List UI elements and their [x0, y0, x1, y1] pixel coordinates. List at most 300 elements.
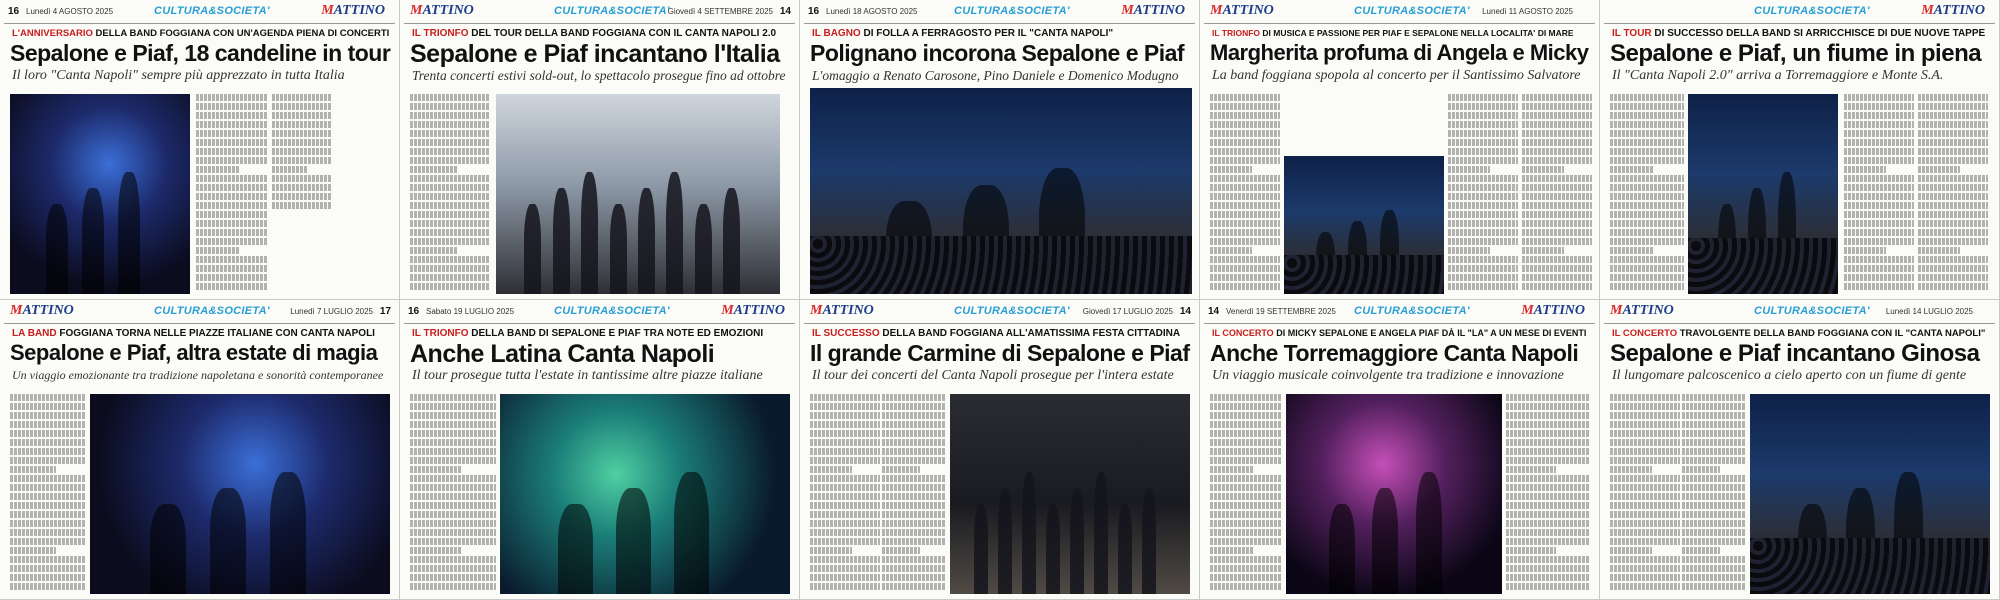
text-line	[882, 439, 946, 446]
issue-date: Lunedì 7 LUGLIO 2025	[290, 307, 373, 316]
text-line	[1210, 547, 1253, 554]
text-line	[410, 193, 490, 200]
text-line	[1610, 139, 1684, 146]
article-headline: Anche Torremaggiore Canta Napoli	[1210, 340, 1579, 366]
logo-text: ATTINO	[333, 3, 385, 18]
text-line	[810, 493, 880, 500]
article-subheadline: Trenta concerti estivi sold-out, lo spettacolo prosegue fino ad ottobre	[412, 68, 786, 83]
text-line	[1210, 103, 1280, 110]
article-body-column	[10, 394, 86, 594]
text-line	[10, 529, 86, 536]
performer-silhouette	[638, 188, 655, 294]
text-line	[1610, 157, 1684, 164]
article-clipping	[1200, 300, 1600, 600]
text-line	[1918, 130, 1988, 137]
text-line	[410, 274, 490, 281]
text-line	[10, 502, 86, 509]
text-line	[1844, 139, 1914, 146]
logo-text: ATTINO	[1933, 3, 1985, 18]
text-line	[1522, 166, 1564, 173]
text-line	[882, 538, 946, 545]
text-line	[810, 529, 880, 536]
text-line	[196, 193, 268, 200]
text-line	[1610, 130, 1684, 137]
text-line	[1506, 430, 1590, 437]
performer-silhouette	[82, 188, 104, 294]
text-line	[1918, 265, 1988, 272]
text-line	[1682, 556, 1746, 563]
text-line	[1210, 112, 1280, 119]
article-headline: Sepalone e Piaf, altra estate di magia	[10, 340, 378, 365]
text-line	[1610, 547, 1652, 554]
text-line	[10, 412, 86, 419]
text-line	[272, 130, 332, 137]
text-line	[1682, 520, 1746, 527]
text-line	[1506, 421, 1590, 428]
text-line	[1448, 193, 1518, 200]
kicker-text: DEL TOUR DELLA BAND FOGGIANA CON IL CANTA NAPOLI 2.0	[471, 28, 777, 39]
issue-date: Venerdì 19 SETTEMBRE 2025	[1226, 307, 1336, 316]
text-line	[410, 229, 490, 236]
text-line	[1610, 112, 1684, 119]
text-line	[810, 538, 880, 545]
text-line	[1682, 502, 1746, 509]
text-line	[810, 556, 880, 563]
kicker-text: DI FOLLA A FERRAGOSTO PER IL "CANTA NAPOLI"	[863, 28, 1114, 39]
article-body-column	[1448, 94, 1518, 294]
text-line	[1918, 202, 1988, 209]
text-line	[1210, 94, 1280, 101]
text-line	[1610, 538, 1680, 545]
text-line	[1210, 403, 1282, 410]
text-line	[196, 166, 239, 173]
article-kicker	[12, 328, 391, 339]
text-line	[1522, 256, 1592, 263]
article-kicker	[1212, 28, 1591, 38]
text-line	[1210, 493, 1282, 500]
issue-date: Lunedì 4 AGOSTO 2025	[26, 7, 114, 16]
text-line	[1506, 448, 1590, 455]
text-line	[1522, 229, 1592, 236]
article-body-column	[1506, 394, 1590, 594]
text-line	[1610, 229, 1684, 236]
kicker-text: DELLA BAND FOGGIANA CON UN'AGENDA PIENA DI CONCERTI	[95, 28, 390, 39]
text-line	[1918, 211, 1988, 218]
article-body-column	[1210, 394, 1282, 594]
text-line	[882, 520, 946, 527]
text-line	[410, 538, 496, 545]
text-line	[1522, 283, 1592, 290]
text-line	[1610, 220, 1684, 227]
article-headline: Sepalone e Piaf incantano Ginosa	[1610, 340, 1980, 367]
article-clipping	[400, 300, 800, 600]
text-line	[1506, 583, 1590, 590]
text-line	[1610, 121, 1684, 128]
text-line	[810, 583, 880, 590]
text-line	[1448, 274, 1518, 281]
text-line	[1610, 565, 1680, 572]
text-line	[410, 430, 496, 437]
text-line	[1210, 139, 1280, 146]
newspaper-logo	[1210, 3, 1274, 19]
text-line	[1210, 412, 1282, 419]
performer-silhouette	[1142, 488, 1156, 594]
article-photo	[950, 394, 1190, 594]
text-line	[272, 157, 332, 164]
text-line	[10, 556, 86, 563]
text-line	[272, 139, 332, 146]
article-headline: Il grande Carmine di Sepalone e Piaf	[810, 340, 1190, 366]
performer-silhouette	[1070, 488, 1084, 594]
text-line	[1844, 157, 1914, 164]
text-line	[1522, 274, 1592, 281]
kicker-highlight: IL CONCERTO	[1212, 328, 1274, 338]
text-line	[1506, 403, 1590, 410]
text-line	[1210, 457, 1282, 464]
text-line	[1610, 421, 1680, 428]
article-photo	[10, 94, 190, 294]
text-line	[1682, 547, 1720, 554]
performer-silhouette	[1372, 488, 1398, 594]
text-line	[882, 475, 946, 482]
text-line	[1844, 265, 1914, 272]
text-line	[1610, 529, 1680, 536]
text-line	[10, 430, 86, 437]
section-label: CULTURA&SOCIETA'	[554, 305, 670, 317]
text-line	[1506, 493, 1590, 500]
text-line	[410, 511, 496, 518]
text-line	[1210, 265, 1280, 272]
text-line	[1918, 148, 1988, 155]
text-line	[410, 394, 496, 401]
text-line	[1918, 184, 1988, 191]
logo-accent-letter: M	[10, 303, 23, 318]
text-line	[1448, 121, 1518, 128]
page-number: 17	[379, 306, 391, 317]
article-subheadline: La band foggiana spopola al concerto per il Santissimo Salvatore	[1212, 68, 1581, 83]
text-line	[1522, 247, 1564, 254]
text-line	[410, 283, 490, 290]
text-line	[1918, 94, 1988, 101]
crowd-silhouette	[1688, 238, 1838, 294]
page-number: 14	[779, 6, 791, 17]
text-line	[1506, 502, 1590, 509]
article-kicker	[412, 328, 791, 339]
text-line	[1610, 394, 1680, 401]
text-line	[1844, 166, 1886, 173]
text-line	[810, 502, 880, 509]
text-line	[810, 394, 880, 401]
text-line	[1522, 202, 1592, 209]
text-line	[1448, 220, 1518, 227]
article-body-column	[272, 94, 332, 214]
text-line	[1210, 202, 1280, 209]
text-line	[1210, 448, 1282, 455]
masthead	[4, 302, 395, 324]
newspaper-logo	[1610, 303, 1674, 319]
text-line	[1506, 565, 1590, 572]
text-line	[1210, 574, 1282, 581]
text-line	[410, 565, 496, 572]
page-number: 14	[1208, 306, 1220, 317]
text-line	[1506, 466, 1556, 473]
text-line	[410, 157, 490, 164]
issue-date: Giovedì 4 SETTEMBRE 2025	[667, 7, 773, 16]
article-clipping	[1600, 300, 2000, 600]
text-line	[1210, 220, 1280, 227]
article-body-column	[1210, 94, 1280, 294]
text-line	[1844, 175, 1914, 182]
text-line	[1448, 229, 1518, 236]
section-label: CULTURA&SOCIETA'	[954, 5, 1070, 17]
text-line	[1210, 148, 1280, 155]
issue-date: Lunedì 14 LUGLIO 2025	[1885, 307, 1973, 316]
text-line	[1610, 520, 1680, 527]
text-line	[1506, 556, 1590, 563]
text-line	[1844, 211, 1914, 218]
text-line	[1610, 283, 1684, 290]
text-line	[1844, 112, 1914, 119]
masthead	[1604, 302, 1995, 324]
text-line	[1918, 256, 1988, 263]
text-line	[810, 448, 880, 455]
article-clipping	[800, 300, 1200, 600]
text-line	[1610, 238, 1684, 245]
logo-accent-letter: M	[1610, 303, 1623, 318]
article-photo	[1286, 394, 1502, 594]
text-line	[410, 247, 458, 254]
masthead	[1604, 2, 1995, 24]
text-line	[1682, 448, 1746, 455]
text-line	[1844, 103, 1914, 110]
performer-silhouette	[723, 188, 740, 294]
text-line	[196, 220, 268, 227]
logo-accent-letter: M	[1210, 3, 1223, 18]
logo-text: ATTINO	[733, 303, 785, 318]
article-kicker	[1612, 28, 1991, 39]
kicker-text: TRAVOLGENTE DELLA BAND FOGGIANA CON IL "CANTA NAPOLI"	[1679, 328, 1986, 339]
text-line	[1210, 484, 1282, 491]
performer-silhouette	[1329, 504, 1355, 594]
logo-accent-letter: M	[1521, 303, 1534, 318]
article-clipping	[1600, 0, 2000, 300]
kicker-highlight: LA BAND	[12, 328, 57, 339]
article-headline: Sepalone e Piaf incantano l'Italia	[410, 40, 780, 68]
text-line	[410, 265, 490, 272]
newspaper-logo	[1921, 3, 1985, 19]
masthead	[804, 302, 1195, 324]
performer-silhouette	[695, 204, 712, 294]
text-line	[1610, 493, 1680, 500]
performer-silhouette	[150, 504, 186, 594]
text-line	[1610, 256, 1684, 263]
text-line	[410, 211, 490, 218]
text-line	[1610, 166, 1654, 173]
text-line	[410, 547, 462, 554]
text-line	[196, 94, 268, 101]
text-line	[272, 112, 332, 119]
crowd-silhouette	[810, 236, 1192, 294]
text-line	[10, 448, 86, 455]
logo-accent-letter: M	[1121, 3, 1134, 18]
article-photo	[1284, 156, 1444, 294]
text-line	[1844, 238, 1914, 245]
text-line	[272, 175, 332, 182]
text-line	[272, 184, 332, 191]
text-line	[810, 466, 852, 473]
kicker-highlight: IL CONCERTO	[1612, 328, 1678, 339]
issue-date: Lunedì 18 AGOSTO 2025	[826, 7, 918, 16]
text-line	[272, 103, 332, 110]
text-line	[410, 421, 496, 428]
text-line	[1448, 238, 1518, 245]
performer-silhouette	[1094, 472, 1108, 594]
text-line	[882, 565, 946, 572]
text-line	[196, 283, 268, 290]
text-line	[10, 493, 86, 500]
article-body-column	[1522, 94, 1592, 294]
text-line	[10, 439, 86, 446]
text-line	[196, 211, 268, 218]
newspaper-logo	[321, 3, 385, 19]
text-line	[410, 520, 496, 527]
text-line	[1918, 121, 1988, 128]
text-line	[1844, 283, 1914, 290]
text-line	[810, 412, 880, 419]
text-line	[410, 238, 490, 245]
text-line	[10, 565, 86, 572]
text-line	[10, 583, 86, 590]
text-line	[410, 175, 490, 182]
text-line	[1610, 175, 1684, 182]
text-line	[1610, 430, 1680, 437]
article-clipping	[1200, 0, 1600, 300]
text-line	[882, 583, 946, 590]
text-line	[196, 130, 268, 137]
article-clipping	[0, 0, 400, 300]
text-line	[10, 403, 86, 410]
text-line	[410, 529, 496, 536]
text-line	[1844, 193, 1914, 200]
article-kicker	[812, 28, 1191, 39]
masthead	[404, 2, 795, 24]
text-line	[1844, 247, 1886, 254]
text-line	[1610, 184, 1684, 191]
text-line	[196, 274, 268, 281]
text-line	[810, 430, 880, 437]
text-line	[1522, 184, 1592, 191]
article-subheadline: Il "Canta Napoli 2.0" arriva a Torremaggiore e Monte S.A.	[1612, 68, 1944, 83]
text-line	[410, 484, 496, 491]
text-line	[410, 457, 496, 464]
text-line	[1210, 247, 1252, 254]
text-line	[810, 457, 880, 464]
newspaper-logo	[721, 303, 785, 319]
text-line	[10, 511, 86, 518]
text-line	[410, 412, 496, 419]
article-kicker	[412, 28, 791, 39]
text-line	[1522, 220, 1592, 227]
text-line	[196, 112, 268, 119]
text-line	[1506, 538, 1590, 545]
text-line	[1918, 166, 1960, 173]
article-photo	[500, 394, 790, 594]
section-label: CULTURA&SOCIETA'	[1354, 305, 1470, 317]
logo-text: ATTINO	[1533, 303, 1585, 318]
text-line	[1844, 274, 1914, 281]
text-line	[1210, 121, 1280, 128]
newspaper-logo	[410, 3, 474, 19]
page-number: 16	[8, 6, 20, 17]
masthead	[404, 302, 795, 324]
text-line	[1210, 229, 1280, 236]
text-line	[810, 574, 880, 581]
text-line	[10, 520, 86, 527]
text-line	[1682, 529, 1746, 536]
performer-silhouette	[998, 488, 1012, 594]
article-body-column	[1844, 94, 1914, 294]
text-line	[810, 511, 880, 518]
text-line	[1210, 130, 1280, 137]
masthead	[804, 2, 1195, 24]
kicker-highlight: IL TRIONFO	[1212, 28, 1261, 38]
text-line	[1522, 112, 1592, 119]
article-body-column	[196, 94, 268, 294]
article-photo	[1688, 94, 1838, 294]
performer-silhouette	[210, 488, 246, 594]
text-line	[810, 547, 852, 554]
performer-silhouette	[1022, 472, 1036, 594]
text-line	[1522, 103, 1592, 110]
article-body-column	[410, 94, 490, 294]
kicker-text: DELLA BAND DI SEPALONE E PIAF TRA NOTE ED EMOZIONI	[471, 328, 764, 339]
text-line	[1448, 265, 1518, 272]
text-line	[1682, 583, 1746, 590]
text-line	[1448, 166, 1490, 173]
text-line	[196, 202, 268, 209]
performer-silhouette	[553, 188, 570, 294]
kicker-highlight: IL TOUR	[1612, 28, 1652, 39]
text-line	[1210, 565, 1282, 572]
text-line	[1210, 475, 1282, 482]
text-line	[882, 574, 946, 581]
text-line	[810, 520, 880, 527]
text-line	[1448, 175, 1518, 182]
text-line	[1610, 403, 1680, 410]
text-line	[10, 421, 86, 428]
text-line	[1610, 94, 1684, 101]
text-line	[1448, 211, 1518, 218]
text-line	[10, 484, 86, 491]
kicker-highlight: IL SUCCESSO	[812, 328, 880, 339]
text-line	[410, 148, 490, 155]
text-line	[1210, 583, 1282, 590]
logo-text: ATTINO	[422, 3, 474, 18]
text-line	[1210, 283, 1280, 290]
masthead	[1204, 2, 1595, 24]
text-line	[1610, 211, 1684, 218]
article-body-column	[882, 394, 946, 594]
text-line	[1610, 583, 1680, 590]
kicker-highlight: IL TRIONFO	[412, 28, 469, 39]
text-line	[10, 574, 86, 581]
text-line	[410, 493, 496, 500]
kicker-text: FOGGIANA TORNA NELLE PIAZZE ITALIANE CON CANTA NAPOLI	[59, 328, 375, 339]
text-line	[810, 475, 880, 482]
text-line	[410, 574, 496, 581]
text-line	[196, 157, 268, 164]
kicker-text: DI SUCCESSO DELLA BAND SI ARRICCHISCE DI DUE NUOVE TAPPE	[1654, 28, 1986, 39]
